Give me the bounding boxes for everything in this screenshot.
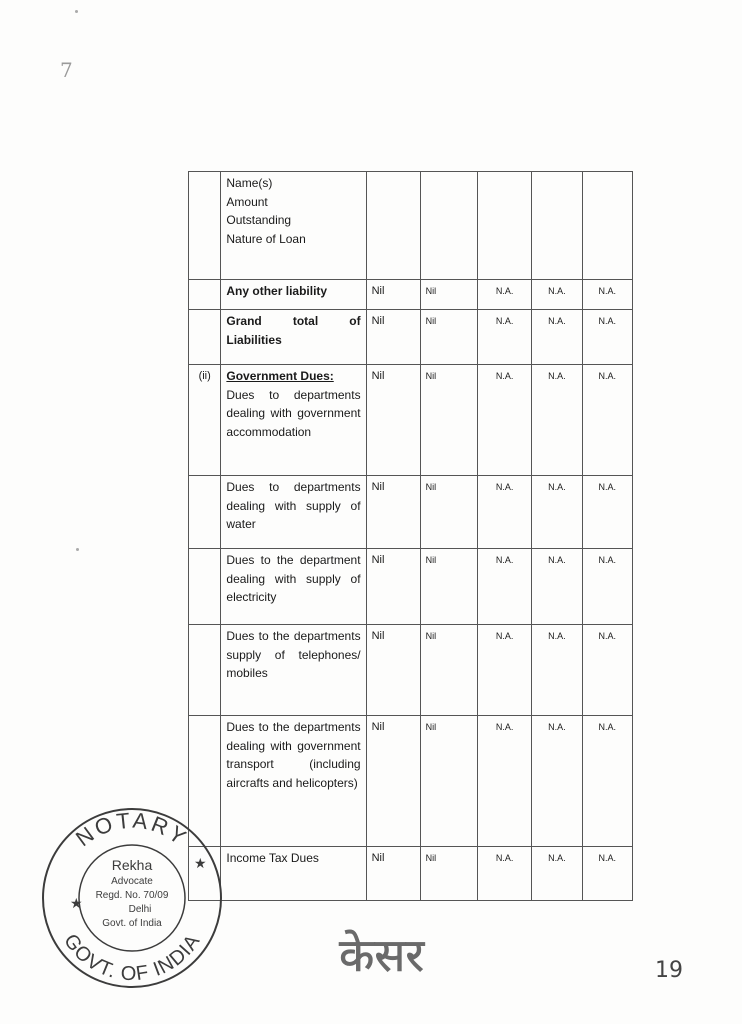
stamp-line5: Govt. of India: [102, 918, 162, 929]
description-text: Dues to departments dealing with supply of water: [226, 480, 361, 531]
description-text: Nature of Loan: [226, 231, 306, 246]
value-cell: Nil: [366, 365, 420, 476]
description-text: Dues to the departments dealing with government transport (including aircrafts and helicopters): [226, 720, 361, 790]
scan-speck: [75, 10, 78, 13]
value-cell: N.A.: [478, 310, 532, 365]
value-cell: N.A.: [478, 476, 532, 549]
description-cell: [221, 847, 366, 901]
notary-stamp: [40, 806, 224, 990]
value-cell: Nil: [420, 716, 478, 847]
description-cell: [221, 280, 366, 310]
serial-cell: [189, 476, 221, 549]
description-text: Outstanding: [226, 213, 292, 227]
star-icon: ★: [70, 895, 83, 911]
serial-cell: [189, 549, 221, 625]
stamp-line3: Regd. No. 70/09: [95, 890, 169, 901]
value-cell: N.A.: [582, 549, 632, 625]
value-cell: Nil: [420, 476, 478, 549]
value-cell: Nil: [420, 625, 478, 716]
table-row: [189, 716, 633, 847]
value-cell: N.A.: [582, 476, 632, 549]
value-cell: Nil: [366, 280, 420, 310]
svg-text:केसर: केसर: [339, 928, 425, 982]
value-cell: Nil: [420, 280, 478, 310]
description-cell: [221, 365, 366, 476]
value-cell: [478, 172, 532, 280]
page-number: 19: [655, 958, 683, 983]
description-cell: [221, 172, 366, 280]
table-row: [189, 310, 633, 365]
stamp-line4: Delhi: [128, 904, 152, 915]
value-cell: N.A.: [532, 625, 582, 716]
value-cell: [582, 172, 632, 280]
value-cell: Nil: [420, 310, 478, 365]
serial-cell: [189, 310, 221, 365]
serial-cell: [189, 625, 221, 716]
value-cell: N.A.: [478, 625, 532, 716]
scan-speck: [76, 548, 79, 551]
value-cell: [366, 172, 420, 280]
value-cell: N.A.: [478, 549, 532, 625]
value-cell: N.A.: [532, 549, 582, 625]
value-cell: N.A.: [582, 716, 632, 847]
description-text: Name(s): [226, 176, 273, 190]
description-cell: [221, 625, 366, 716]
value-cell: N.A.: [532, 716, 582, 847]
page-mark: 7: [60, 58, 73, 82]
stamp-bottom-text: GOVT. OF INDIA: [59, 930, 205, 986]
value-cell: N.A.: [582, 365, 632, 476]
stamp-name: Rekha: [111, 857, 153, 873]
section-heading: Government Dues:: [226, 369, 334, 383]
value-cell: Nil: [366, 625, 420, 716]
value-cell: Nil: [420, 847, 478, 901]
value-cell: N.A.: [478, 847, 532, 901]
stamp-line2: Advocate: [111, 876, 153, 887]
description-cell: [221, 549, 366, 625]
stamp-top-text: NOTARY: [71, 807, 194, 852]
value-cell: N.A.: [582, 847, 632, 901]
table-row: [189, 172, 633, 280]
value-cell: Nil: [420, 549, 478, 625]
star-icon: ★: [194, 855, 207, 871]
description-cell: [221, 476, 366, 549]
description-text: Any other liability: [226, 284, 328, 298]
description-text: Dues to the department dealing with supply of electricity: [226, 553, 361, 604]
description-text: Income Tax Dues: [226, 851, 319, 865]
value-cell: N.A.: [532, 310, 582, 365]
description-text: Amount: [226, 194, 268, 209]
value-cell: N.A.: [478, 365, 532, 476]
value-cell: Nil: [366, 716, 420, 847]
table-row: [189, 365, 633, 476]
table-row: [189, 549, 633, 625]
table-row: [189, 625, 633, 716]
value-cell: N.A.: [478, 280, 532, 310]
description-text: Dues to the departments supply of telephones/ mobiles: [226, 629, 361, 680]
liabilities-table: [188, 171, 633, 901]
value-cell: Nil: [366, 847, 420, 901]
value-cell: [420, 172, 478, 280]
description-text: Dues to departments dealing with government accommodation: [226, 387, 361, 439]
value-cell: Nil: [366, 476, 420, 549]
serial-cell: [189, 280, 221, 310]
value-cell: Nil: [420, 365, 478, 476]
table-row: [189, 280, 633, 310]
value-cell: N.A.: [532, 847, 582, 901]
signature: [335, 915, 465, 990]
value-cell: N.A.: [532, 476, 582, 549]
value-cell: N.A.: [582, 310, 632, 365]
value-cell: Nil: [366, 549, 420, 625]
description-text: Grand total of Liabilities: [226, 314, 361, 347]
description-cell: [221, 310, 366, 365]
value-cell: Nil: [366, 310, 420, 365]
serial-cell: [189, 172, 221, 280]
value-cell: N.A.: [532, 365, 582, 476]
value-cell: [532, 172, 582, 280]
value-cell: N.A.: [478, 716, 532, 847]
value-cell: N.A.: [582, 625, 632, 716]
table-row: [189, 847, 633, 901]
table-row: [189, 476, 633, 549]
description-cell: [221, 716, 366, 847]
value-cell: N.A.: [582, 280, 632, 310]
value-cell: N.A.: [532, 280, 582, 310]
serial-cell: (ii): [189, 365, 221, 476]
